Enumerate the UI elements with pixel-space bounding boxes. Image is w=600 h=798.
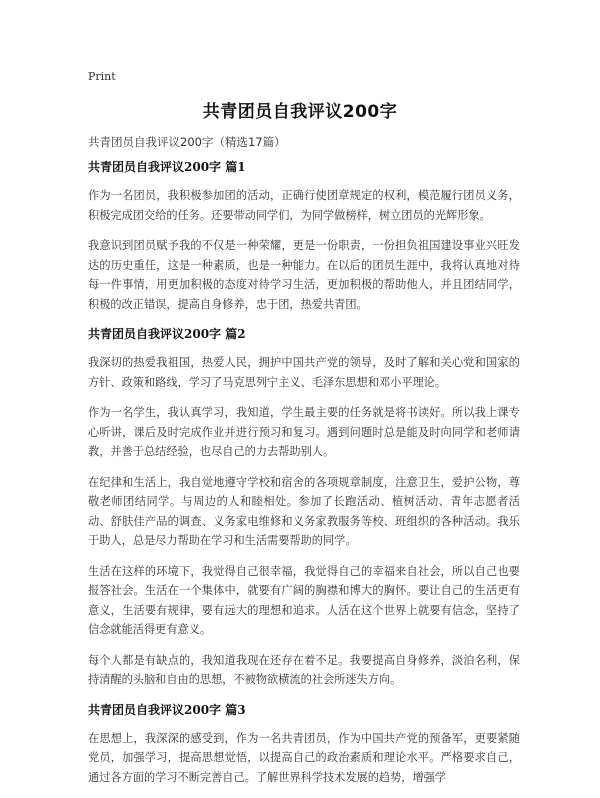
paragraph: 作为一名学生，我认真学习，我知道，学生最主要的任务就是将书读好。所以我上课专心听讲，课后及时完成作业并进行预习和复习。遇到问题时总是能及时向同学和老师请教，并善于总结经验，也尽自己的力去帮助别人。 (88, 406, 520, 458)
document-subtitle: 共青团员自我评议200字（精选17篇） (88, 135, 286, 149)
print-link[interactable]: Print (88, 70, 116, 83)
section-heading: 共青团员自我评议200字 篇1 (88, 160, 246, 174)
paragraph: 每个人都是有缺点的，我知道我现在还存在着不足。我要提高自身修养，淡泊名利，保持清醒的头脑和自由的思想，不被物欲横流的社会所迷失方向。 (88, 653, 520, 686)
paragraph: 在纪律和生活上，我自觉地遵守学校和宿舍的各项规章制度，注意卫生，爱护公物，尊敬老师团结同学。与周边的人和睦相处。参加了长跑活动、植树活动、青年志愿者活动、舒肤佳产品的调查、义务家电维修和义务家教服务等校、班组织的各种活动。我乐于助人，总是尽力帮助在学习和生活需要帮助的同学。 (88, 475, 520, 547)
page-title: 共青团员自我评议200字 (202, 102, 398, 122)
section-heading: 共青团员自我评议200字 篇2 (88, 327, 246, 341)
paragraph: 我意识到团员赋予我的不仅是一种荣耀，更是一份职责，一份担负祖国建设事业兴旺发达的历史重任，这是一种素质，也是一种能力。在以后的团员生涯中，我将认真地对待每一件事情，用更加积极的态度对待学习生活，更加积极的帮助他人，并且团结同学，积极的改正错误，提高自身修养，忠于团，热爱共青团。 (88, 239, 520, 311)
section-heading: 共青团员自我评议200字 篇3 (88, 702, 246, 717)
document-body (88, 158, 520, 798)
paragraph: 在思想上，我深深的感受到，作为一名共青团员，作为中国共产党的预备军，更要紧随党员，加强学习，提高思想觉悟，以提高自己的政治素质和理论水平。严格要求自己，通过各方面的学习不断完善自己。了解世界科学技术发展的趋势，增强学 (88, 731, 520, 784)
paragraph: 作为一名团员，我积极参加团的活动，正确行使团章规定的权利，模范履行团员义务，积极完成团交给的任务。还要带动同学们，为同学做榜样，树立团员的光辉形象。 (88, 189, 520, 222)
paragraph: 生活在这样的环境下，我觉得自己很幸福，我觉得自己的幸福来自社会，所以自己也要报答社会。生活在一个集体中，就要有广阔的胸襟和博大的胸怀。要让自己的生活更有意义，生活要有规律，要有远大的理想和追求。人活在这个世界上就要有信念，坚持了信念就能活得更有意义。 (88, 564, 520, 636)
paragraph: 我深切的热爱我祖国，热爱人民，拥护中国共产党的领导，及时了解和关心党和国家的方针、政策和路线，学习了马克思列宁主义、毛泽东思想和邓小平理论。 (88, 356, 520, 389)
